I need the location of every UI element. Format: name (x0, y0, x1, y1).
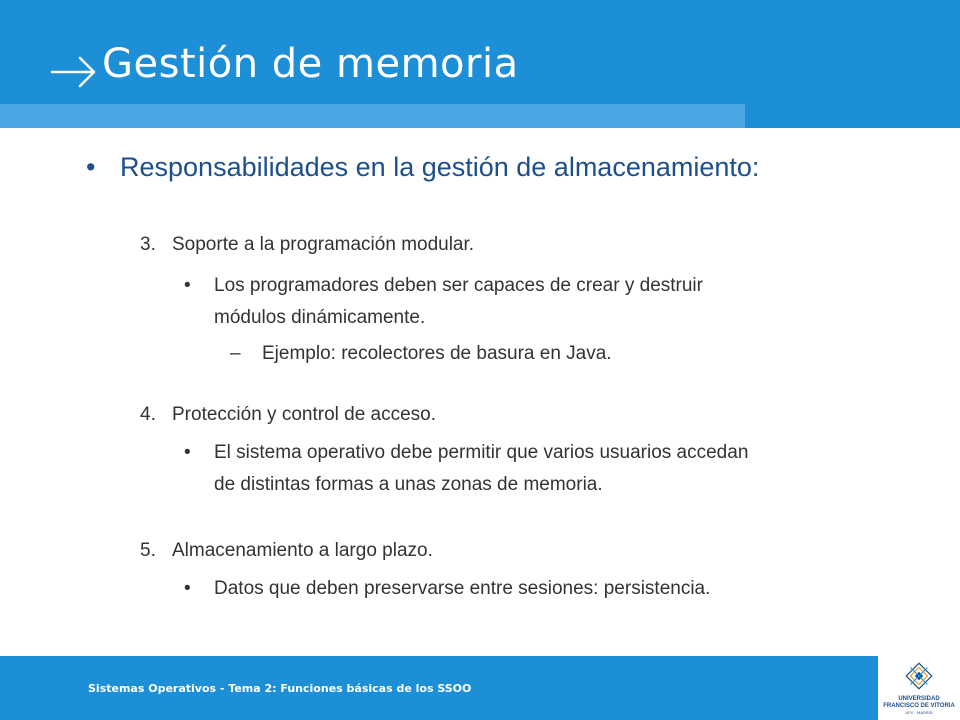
item-label: Almacenamiento a largo plazo. (172, 540, 433, 561)
subitem-line: de distintas formas a unas zonas de memoria. (214, 474, 603, 495)
subitem-line: módulos dinámicamente. (214, 307, 426, 328)
dash-marker: – (230, 343, 241, 364)
university-logo-icon (901, 658, 937, 694)
subitem-line: Datos que deben preservarse entre sesiones: persistencia. (214, 578, 711, 599)
logo-line: UNIVERSIDAD (898, 696, 940, 702)
item-label: Protección y control de acceso. (172, 404, 437, 425)
footer-text: Sistemas Operativos - Tema 2: Funciones básicas de los SSOO (88, 682, 472, 695)
header-band (0, 104, 745, 128)
item-number: 4. (140, 404, 156, 425)
bullet-marker: • (184, 578, 191, 599)
subitem-line: Los programadores deben ser capaces de crear y destruir (214, 275, 703, 296)
subitem-line: El sistema operativo debe permitir que varios usuarios accedan (214, 442, 749, 463)
item-number: 5. (140, 540, 156, 561)
slide-header (0, 0, 960, 128)
logo-line: UFV · MADRID (905, 710, 933, 715)
item-number: 3. (140, 234, 156, 255)
slide-title: Gestión de memoria (102, 41, 519, 87)
bullet-marker: • (184, 442, 191, 463)
slide-content (0, 128, 960, 656)
arrow-right-icon (50, 52, 98, 92)
bullet-marker: • (86, 152, 96, 182)
logo-line: FRANCISCO DE VITORIA (883, 703, 955, 709)
university-logo (878, 656, 960, 720)
slide-footer (0, 656, 878, 720)
example-text: Ejemplo: recolectores de basura en Java. (262, 343, 612, 364)
heading-text: Responsabilidades en la gestión de almacenamiento: (120, 152, 760, 182)
logo-text (880, 696, 958, 716)
item-label: Soporte a la programación modular. (172, 234, 475, 255)
bullet-marker: • (184, 275, 191, 296)
